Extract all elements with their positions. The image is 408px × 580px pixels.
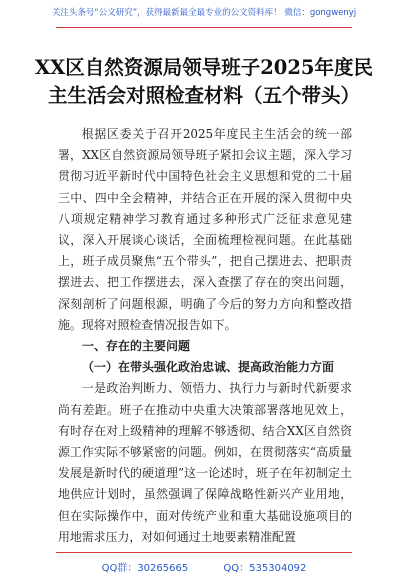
section-heading: 一、存在的主要问题 [82, 339, 191, 354]
subsection-heading: （一）在带头强化政治忠诚、提高政治能力方面 [82, 360, 335, 375]
intro-paragraph: 根据区委关于召开2025年度民主生活会的统一部署，XX区自然资源局领导班子紧扣会议主题，深入学习贯彻习近平新时代中国特色社会主义思想和党的二十届三中、四中全会精神，并结合正在开展的深入贯彻中央八项规定精神学习教育通过多种形式广泛征求意见建议，深入开展谈心谈话，全面梳理检视问题。在此基础上，班子成员聚焦“五个带头”，把自己摆进去、把职责摆进去、把工作摆进去，深入查摆了存在的突出问题，深刻剖析了问题根源，明确了今后的努力方向和整改措施。现将对照检查情况报告如下。 [58, 127, 352, 332]
footer [0, 559, 408, 574]
document-title: XX区自然资源局领导班子2025年度民主生活会对照检查材料（五个带头） [34, 56, 374, 107]
header-divider [56, 27, 352, 28]
footer-qq-group: QQ群：30265665 [101, 563, 189, 574]
header-note: 关注头条号“公文研究”，获得最新最全最专业的公文资料库！ 微信：gongwenyj [51, 8, 357, 18]
footer-qq: QQ：535304092 [223, 563, 307, 574]
footer-divider [56, 552, 352, 553]
body-paragraph: 一是政治判断力、领悟力、执行力与新时代新要求尚有差距。班子在推动中央重大决策部署落地见效上，有时存在对上级精神的理解不够透彻、结合XX区自然资源工作实际不够紧密的问题。例如，在贯彻落实“高质量发展是新时代的硬道理”这一论述时，班子在年初制定土地供应计划时，虽然强调了保障战略性新兴产业用地，但在实际操作中，面对传统产业和重大基础设施项目的用地需求压力，对如何通过土地要素精准配置 [58, 381, 352, 544]
document-body [58, 124, 352, 548]
